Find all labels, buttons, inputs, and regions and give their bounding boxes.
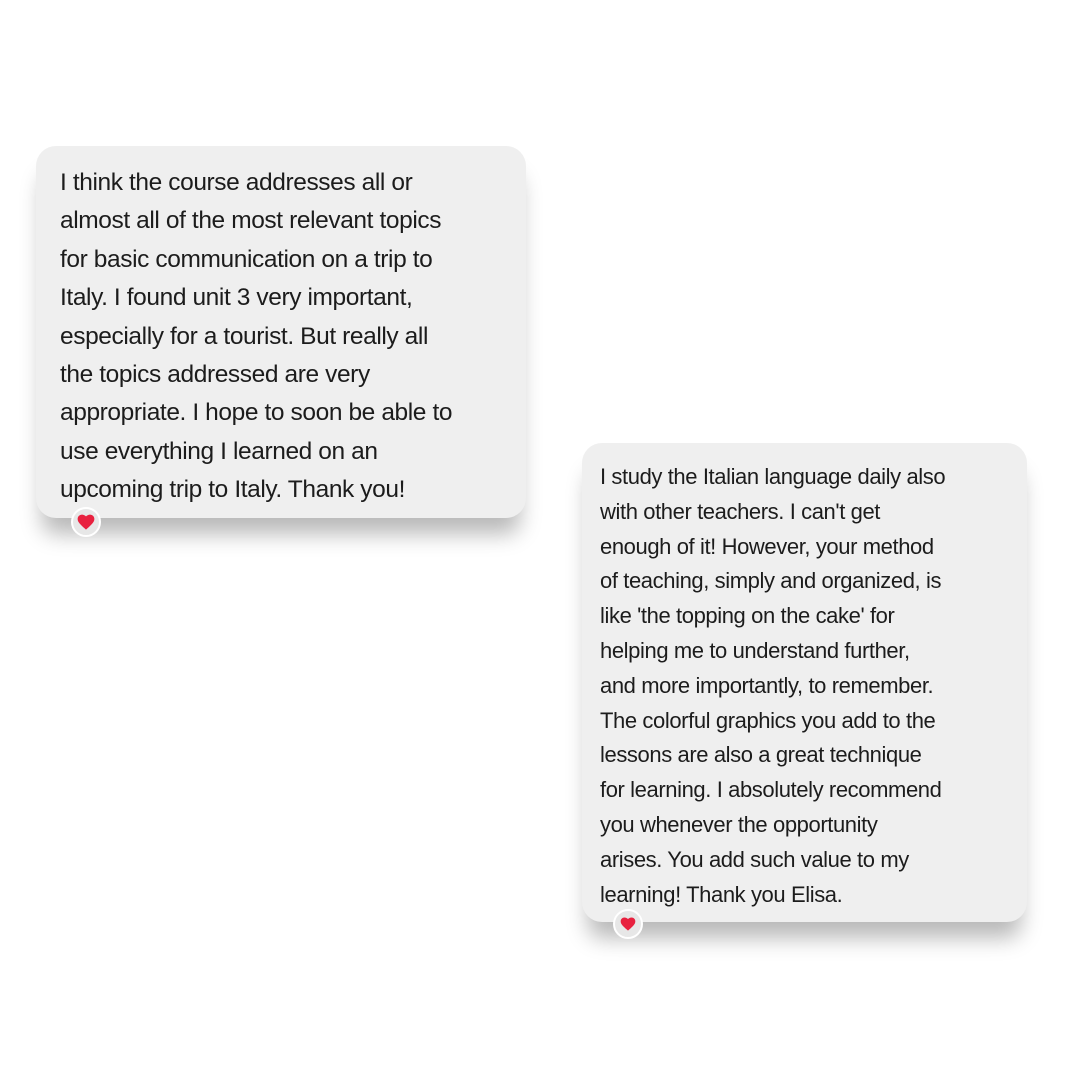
message-line: especially for a tourist. But really all — [60, 322, 428, 350]
message-line: learning! Thank you Elisa. — [600, 881, 843, 907]
message-line: The colorful graphics you add to the — [600, 707, 936, 733]
message-line: with other teachers. I can't get — [600, 498, 880, 524]
message-line: and more importantly, to remember. — [600, 672, 934, 698]
message-text — [60, 164, 506, 510]
message-line: for learning. I absolutely recommend — [600, 777, 942, 803]
message-text — [600, 460, 1017, 912]
message-line: I study the Italian language daily also — [600, 464, 946, 489]
message-line: lessons are also a great technique — [600, 742, 922, 768]
message-line: like 'the topping on the cake' for — [600, 603, 895, 629]
message-line: helping me to understand further, — [600, 637, 910, 663]
heart-icon — [77, 514, 95, 530]
message-line: of teaching, simply and organized, is — [600, 568, 942, 594]
message-line: Italy. I found unit 3 very important, — [60, 284, 413, 312]
message-line: you whenever the opportunity — [600, 811, 878, 837]
message-line: enough of it! However, your method — [600, 533, 934, 559]
message-line: appropriate. I hope to soon be able to — [60, 399, 453, 427]
message-line: almost all of the most relevant topics — [60, 207, 442, 235]
message-line: use everything I learned on an — [60, 437, 378, 465]
message-bubble-2 — [582, 443, 1027, 922]
heart-icon — [620, 917, 636, 931]
message-line: the topics addressed are very — [60, 361, 370, 389]
message-bubble-1 — [36, 146, 526, 518]
message-line: upcoming trip to Italy. Thank you! — [60, 476, 406, 504]
reaction-badge[interactable] — [613, 909, 643, 939]
reaction-badge[interactable] — [71, 507, 101, 537]
message-line: arises. You add such value to my — [600, 846, 909, 872]
message-line: for basic communication on a trip to — [60, 245, 433, 273]
message-line: I think the course addresses all or — [60, 169, 413, 196]
